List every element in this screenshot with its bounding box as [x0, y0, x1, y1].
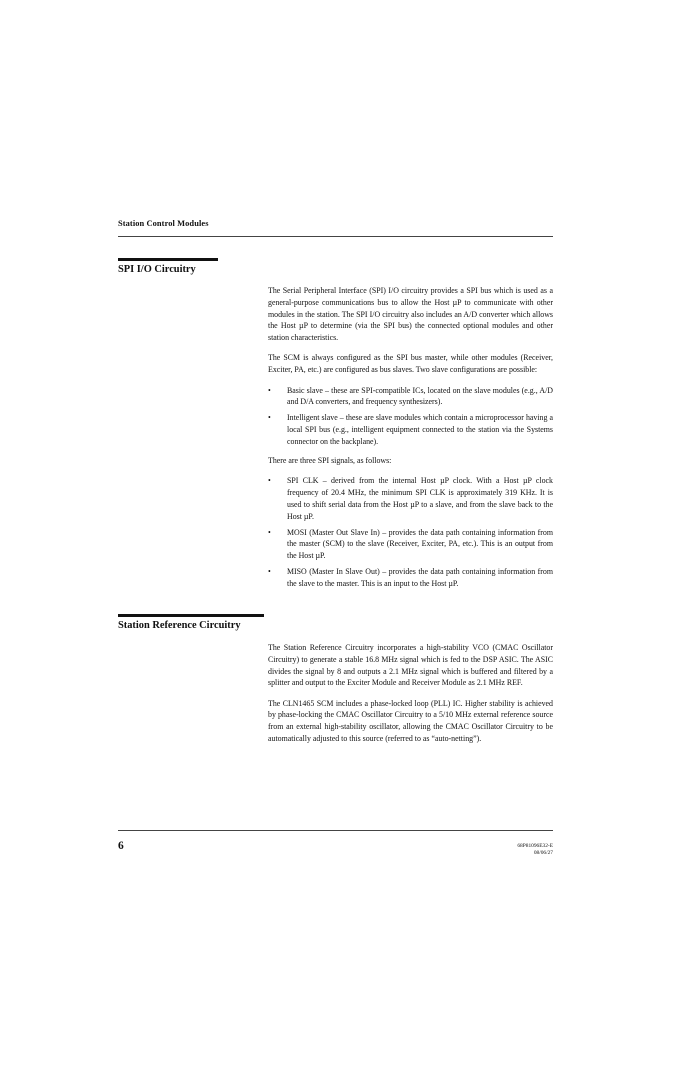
- list-item-text: MISO (Master In Slave Out) – provides the data path containing information from the slave to the master. This is an input to the Host µP.: [287, 566, 553, 588]
- section-title: SPI I/O Circuitry: [118, 264, 196, 275]
- bullet-icon: •: [268, 413, 271, 423]
- bullet-icon: •: [268, 527, 271, 537]
- list-item-text: Basic slave – these are SPI-compatible ICs, located on the slave modules (e.g., A/D and D/A converters, and frequency synthesizers).: [287, 385, 553, 407]
- list-item-text: MOSI (Master Out Slave In) – provides the data path containing information from the master (SCM) to the slave (Receiver, Exciter, PA, etc.). This is an output from the Host µP.: [287, 527, 553, 561]
- footer-doc-info: [420, 843, 553, 857]
- paragraph: The SCM is always configured as the SPI bus master, while other modules (Receiver, Exciter, PA, etc.) are configured as bus slaves. Two slave configurations are possible:: [268, 353, 553, 375]
- list-item: [268, 527, 553, 562]
- header-rule: [118, 236, 553, 237]
- paragraph: The CLN1465 SCM includes a phase-locked loop (PLL) IC. Higher stability is achieved by phase-locking the CMAC Oscillator Circuitry to a 5/10 MHz external reference source from an external high-stability oscillator, allowing the CMAC Oscillator Circuitry to be automatically adjusted to this source (referred to as “auto-netting”).: [268, 698, 553, 744]
- list-item: [268, 412, 553, 447]
- page-number: 6: [118, 840, 124, 852]
- footer-rule: [118, 830, 553, 831]
- list-item-text: Intelligent slave – these are slave modules which contain a microprocessor having a local SPI bus (e.g., intelligent equipment connected to the station via the Systems connector on the backplane).: [287, 413, 553, 446]
- bullet-list: [268, 385, 553, 448]
- bullet-icon: •: [268, 476, 271, 486]
- list-item: [268, 475, 553, 522]
- bullet-icon: •: [268, 385, 271, 395]
- paragraph: The Serial Peripheral Interface (SPI) I/O circuitry provides a SPI bus which is used as a general-purpose communications bus to allow the Host µP to communicate with other modules in the station. The SPI I/O circuitry also includes an A/D converter which allows the Host µP to determine (via the SPI bus) the connected optional modules and other station characteristics.: [268, 286, 553, 343]
- list-item: [268, 566, 553, 590]
- paragraph: There are three SPI signals, as follows:: [268, 456, 392, 466]
- paragraph: The Station Reference Circuitry incorporates a high-stability VCO (CMAC Oscillator Circuitry) to generate a stable 16.8 MHz signal which is fed to the DSP ASIC. The ASIC divides the signal by 8 and outputs a 2.1 MHz signal which is buffered and filtered by a splitter and output to the Exciter Module and Receiver Module as 2.1 MHz REF.: [268, 643, 553, 688]
- doc-number: 68P81096E32-E: [517, 843, 553, 849]
- list-item-text: SPI CLK – derived from the internal Host µP clock. With a Host µP clock frequency of 20.4 MHz, the minimum SPI CLK is approximately 319 KHz. It is used to shift serial data from the Host µP to a slave, and from the slave back to the Host µP.: [287, 476, 553, 521]
- section-body: [268, 285, 553, 597]
- bullet-list: [268, 475, 553, 589]
- section-bar: [118, 258, 218, 261]
- section-bar: [118, 614, 264, 617]
- running-head: Station Control Modules: [118, 219, 209, 228]
- section-body: [268, 642, 553, 753]
- bullet-icon: •: [268, 566, 271, 576]
- list-item: [268, 385, 553, 409]
- doc-date: 08/06/27: [533, 849, 553, 856]
- section-title: Station Reference Circuitry: [118, 620, 241, 631]
